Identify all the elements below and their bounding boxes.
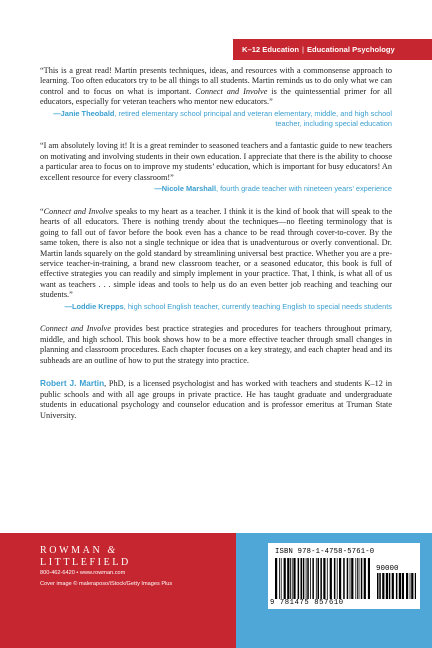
endorser-role: , fourth grade teacher with nineteen years’ experience	[216, 184, 392, 193]
barcode-bar	[293, 558, 295, 599]
ean-barcode	[274, 558, 370, 599]
endorser-name: —Nicole Marshall	[154, 184, 217, 193]
barcode-bar	[284, 558, 286, 599]
book-title-italic: Connect and Involve	[43, 206, 113, 216]
blurb-3	[40, 207, 392, 312]
price-addon-barcode	[376, 573, 416, 599]
barcode-bar	[402, 573, 404, 599]
description-text	[40, 324, 392, 366]
barcode-bar	[306, 558, 307, 599]
author-name: Robert J. Martin	[40, 379, 105, 389]
author-bio-body: , PhD, is a licensed psychologist and has worked with teachers and students K–12 in public schools and with all age groups in private practice. He has taught graduate and undergraduate students in educational psychology and counselor education and is professor emeritus at Truman State University.	[40, 379, 392, 420]
barcode-bar	[316, 558, 317, 599]
barcode-bar	[411, 573, 413, 599]
blurb-text: “This is a great read! Martin presents techniques, ideas, and resources with a commonsense approach to learning. Too often educators try to be all things to all students. Martin reminds us to do only what we can control and to focus on what is important.	[40, 66, 392, 96]
barcode-bar	[359, 558, 360, 599]
barcode-bar	[355, 558, 356, 599]
barcode-bar	[275, 558, 277, 599]
barcode-bar	[386, 573, 388, 599]
barcode-bar	[330, 558, 332, 599]
barcode-bar	[298, 558, 300, 599]
blurb-text: “I am absolutely loving it! It is a great reminder to seasoned teachers and a fantastic guide to new teachers on motivating and involving students in their own education. I appreciate that there is the ability to choose a particular area to focus on to improve my students’ education, which is important for busy educators! An excellent resource for every classroom!”	[40, 141, 392, 182]
category-banner	[233, 39, 432, 60]
barcode-bar	[351, 558, 353, 599]
endorser-role: , retired elementary school principal and veteran elementary, middle, and high school teacher, including special education	[114, 108, 392, 128]
barcode-bar	[292, 558, 293, 599]
barcode-bar	[410, 573, 411, 599]
barcode-bar	[399, 573, 401, 599]
category-separator: |	[301, 45, 304, 54]
barcode-bar	[339, 558, 341, 599]
barcode-bar	[415, 573, 416, 599]
blurb-text: speaks to my heart as a teacher. I think it is the kind of book that will speak to the hearts of all educators. There is nothing trendy about the techniques—no fleeting terminology that is going to fall out of favor before the book even has a chance to be read through cover-to-cover. By the same token, there is also not a single technique or idea that is unadventurous or overly conventional. Dr. Martin lands squarely on the gold standard by streamlining universal best practice. Whether you are a pre-service teacher-in-training, a brand new classroom teacher, or a seasoned educator, this book is full of effective strategies you can readily and simply implement in your practice. That, I think, is what all of us want as teachers . . . simple ideas and tools to help us do an even better job reaching and teaching our students.”	[40, 206, 392, 300]
author-bio-text	[40, 379, 392, 421]
blurb-quote	[40, 207, 392, 301]
publisher-logo-line2: LITTLEFIELD	[40, 556, 131, 568]
barcode-bar	[382, 573, 384, 599]
barcode-bar	[379, 573, 381, 599]
blurb-text: is the quintessential primer for all educators, especially for veteran teachers who mentor new educators.”	[40, 86, 392, 107]
description-body: provides best practice strategies and procedures for teachers throughout primary, middle, and high school. This book shows how to be a more effective teacher through small changes in planning and classroom procedures. Each chapter focuses on a key strategy, and each chapter head and its subheads are an outline of how to put the strategy into practice.	[40, 324, 392, 365]
blurb-attribution	[40, 302, 392, 312]
barcode-bar	[318, 558, 320, 599]
endorser-name: —Janie Theobald	[53, 108, 115, 118]
book-description	[40, 324, 392, 366]
barcode-bar	[389, 573, 391, 599]
barcode-bar	[364, 558, 366, 599]
cover-image-credit: Cover image © maleraposo/iStock/Getty Images Plus	[40, 581, 173, 587]
barcode-bar	[334, 558, 336, 599]
ean-digits: 9 781475 857610	[270, 599, 344, 607]
barcode-bar	[396, 573, 398, 599]
barcode-bar	[307, 558, 309, 599]
barcode-bar	[343, 558, 345, 599]
endorser-role: , high school English teacher, currently teaching English to special needs students	[123, 301, 392, 311]
blurb-attribution	[40, 184, 392, 194]
barcode-bar	[327, 558, 328, 599]
blurb-quote	[40, 141, 392, 183]
publisher-contact: 800-462-6420 • www.rowman.com	[40, 570, 126, 576]
category-primary: K–12 Education	[242, 45, 299, 54]
barcode-bar	[347, 558, 349, 599]
barcode-bar	[377, 573, 379, 599]
blurb-attribution	[40, 109, 392, 128]
barcode-bar	[287, 558, 289, 599]
endorser-name: —Loddie Krepps	[64, 301, 124, 311]
publisher-name-part: ROWMAN	[40, 545, 103, 556]
blurb-2	[40, 141, 392, 194]
barcode-bar	[357, 558, 358, 599]
barcode-box	[268, 543, 420, 609]
barcode-bar	[368, 558, 370, 599]
barcode-bar	[361, 558, 363, 599]
price-code: 90000	[376, 565, 399, 573]
category-secondary: Educational Psychology	[306, 45, 395, 54]
blurb-text: “	[40, 206, 44, 216]
barcode-bar	[312, 558, 314, 599]
book-title-italic: Connect and Involve	[40, 324, 111, 334]
barcode-bar	[303, 558, 305, 599]
barcode-bar	[323, 558, 325, 599]
barcode-bar	[406, 573, 408, 599]
book-title-italic: Connect and Involve	[195, 86, 268, 96]
blurb-quote	[40, 66, 392, 108]
author-bio	[40, 379, 392, 421]
barcode-bar	[281, 558, 282, 599]
barcode-bar	[290, 558, 291, 599]
barcode-bar	[350, 558, 351, 599]
publisher-ampersand: &	[107, 545, 116, 556]
barcode-bar	[301, 558, 303, 599]
publisher-panel	[0, 533, 236, 648]
barcode-bar	[392, 573, 394, 599]
publisher-logo-line1	[40, 545, 236, 557]
barcode-bar	[310, 558, 311, 599]
isbn-label: ISBN 978-1-4758-5761-0	[275, 548, 375, 556]
barcode-bar	[337, 558, 338, 599]
back-cover-text	[40, 66, 392, 434]
barcode-bar	[279, 558, 280, 599]
barcode-bar	[320, 558, 322, 599]
blurb-1	[40, 66, 392, 128]
